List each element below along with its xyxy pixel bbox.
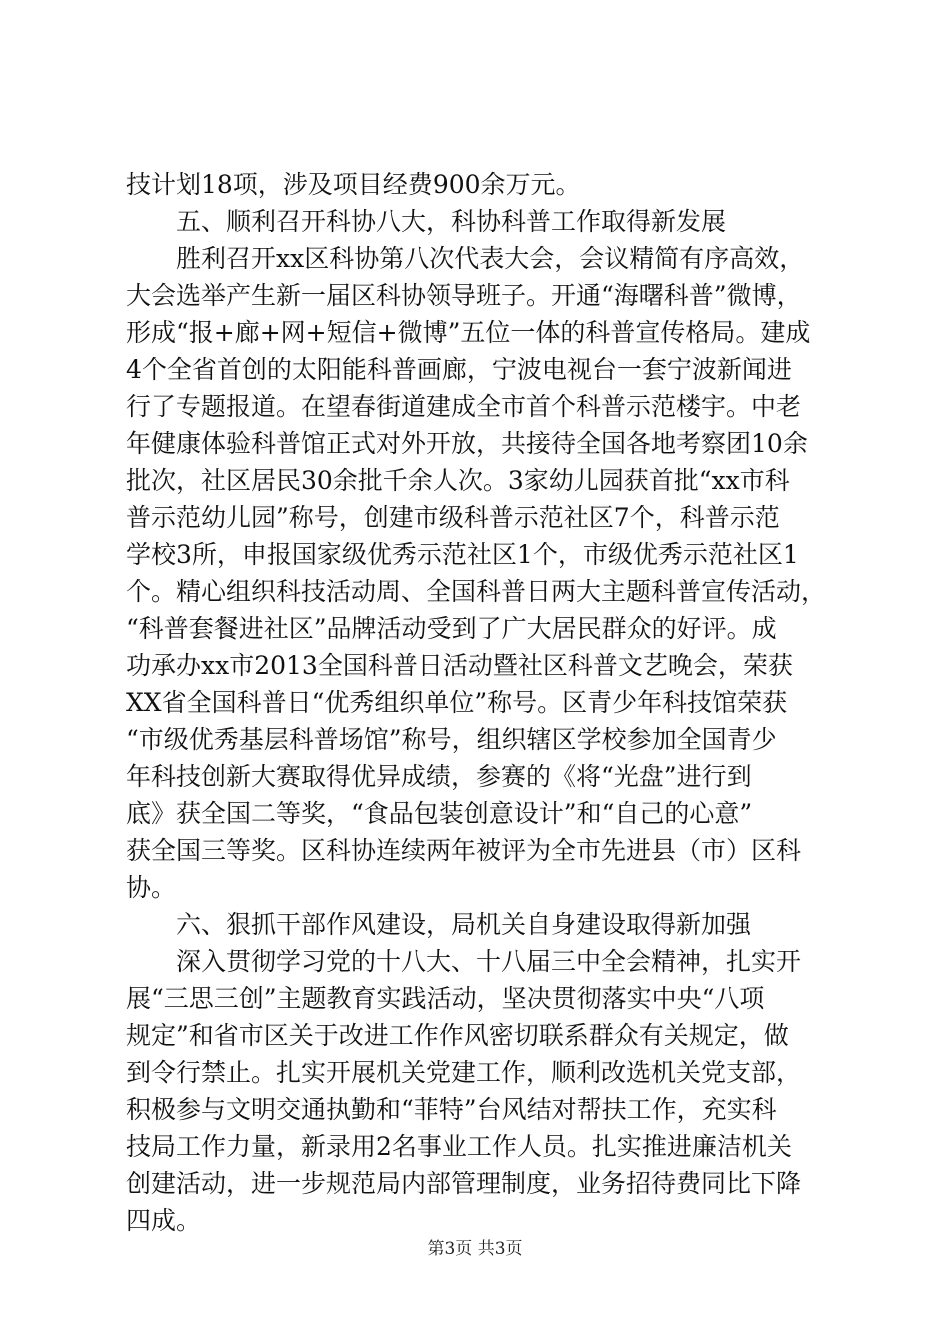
text-line: “市级优秀基层科普场馆”称号，组织辖区学校参加全国青少 bbox=[126, 725, 777, 754]
page-footer: 第3页 共3页 bbox=[427, 1239, 523, 1259]
text-line: XX省全国科普日“优秀组织单位”称号。区青少年科技馆荣获 bbox=[126, 688, 788, 717]
text-line: 4个全省首创的太阳能科普画廊，宁波电视台一套宁波新闻进 bbox=[126, 355, 792, 384]
text-line: 到令行禁止。扎实开展机关党建工作，顺利改选机关党支部， bbox=[126, 1058, 802, 1087]
text-line: 深入贯彻学习党的十八大、十八届三中全会精神，扎实开 bbox=[176, 947, 802, 976]
text-line: 创建活动，进一步规范局内部管理制度，业务招待费同比下降 bbox=[126, 1169, 802, 1198]
text-line: 个。精心组织科技活动周、全国科普日两大主题科普宣传活动， bbox=[126, 577, 827, 606]
text-line: 形成“报+廊+网+短信+微博”五位一体的科普宣传格局。建成 bbox=[126, 318, 811, 347]
text-line: 行了专题报道。在望春街道建成全市首个科普示范楼宇。中老 bbox=[126, 392, 802, 421]
text-line: 获全国三等奖。区科协连续两年被评为全市先进县（市）区科 bbox=[126, 836, 802, 865]
text-line: 普示范幼儿园”称号，创建市级科普示范社区7个，科普示范 bbox=[126, 503, 780, 532]
text-line: 技计划18项，涉及项目经费900余万元。 bbox=[126, 170, 581, 199]
text-line: “科普套餐进社区”品牌活动受到了广大居民群众的好评。成 bbox=[126, 614, 777, 643]
text-line: 底》获全国二等奖，“食品包装创意设计”和“自己的心意” bbox=[126, 799, 753, 828]
text-line: 规定”和省市区关于改进工作作风密切联系群众有关规定，做 bbox=[126, 1021, 789, 1050]
text-line: 年科技创新大赛取得优异成绩，参赛的《将“光盘”进行到 bbox=[126, 762, 752, 791]
text-line: 技局工作力量，新录用2名事业工作人员。扎实推进廉洁机关 bbox=[126, 1132, 792, 1161]
text-line: 展“三思三创”主题教育实践活动，坚决贯彻落实中央“八项 bbox=[126, 984, 765, 1013]
text-line: 大会选举产生新一届区科协领导班子。开通“海曙科普”微博， bbox=[126, 281, 802, 310]
text-line: 批次，社区居民30余批千余人次。3家幼儿园获首批“xx市科 bbox=[126, 466, 790, 495]
text-line: 积极参与文明交通执勤和“菲特”台风结对帮扶工作，充实科 bbox=[126, 1095, 777, 1124]
text-line: 学校3所，申报国家级优秀示范社区1个，市级优秀示范社区1 bbox=[126, 540, 799, 569]
text-line: 功承办xx市2013全国科普日活动暨社区科普文艺晚会，荣获 bbox=[126, 651, 793, 680]
text-line: 协。 bbox=[126, 873, 177, 902]
text-line: 年健康体验科普馆正式对外开放，共接待全国各地考察团10余 bbox=[126, 429, 808, 458]
document-body bbox=[126, 166, 830, 1239]
section-heading: 六、狠抓干部作风建设，局机关自身建设取得新加强 bbox=[176, 910, 752, 939]
section-heading: 五、顺利召开科协八大，科协科普工作取得新发展 bbox=[176, 207, 727, 236]
text-line: 四成。 bbox=[126, 1206, 202, 1235]
text-line: 胜利召开xx区科协第八次代表大会，会议精简有序高效， bbox=[176, 244, 805, 273]
